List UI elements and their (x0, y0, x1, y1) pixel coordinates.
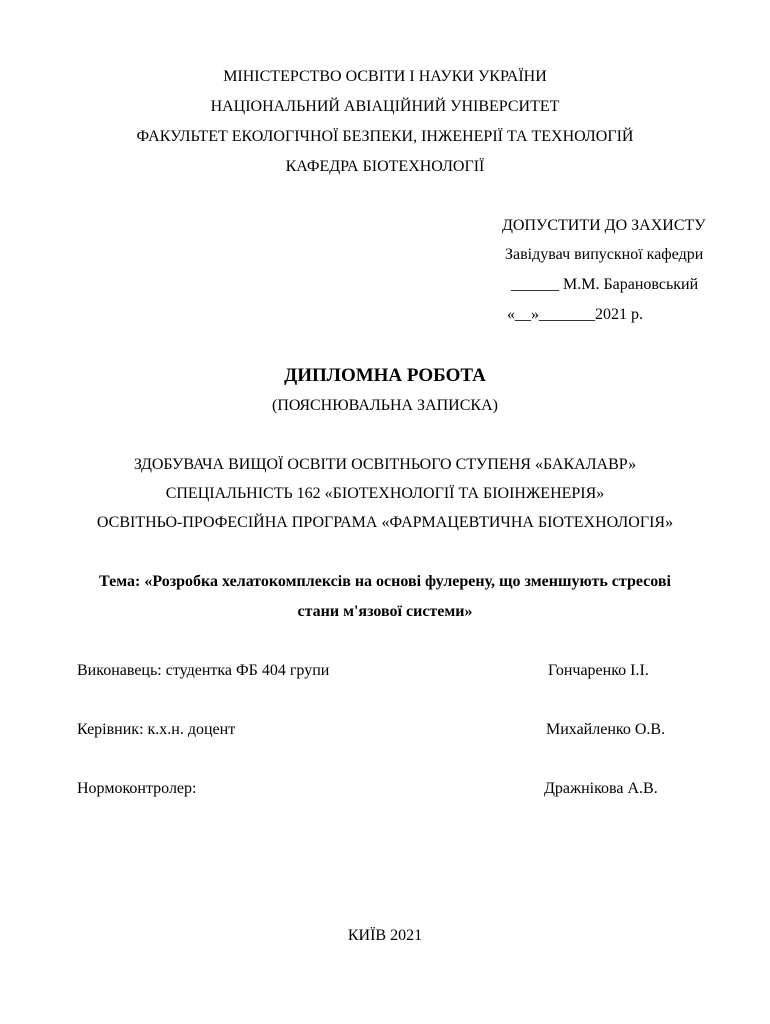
city-year: КИЇВ 2021 (347, 927, 423, 944)
degree-line-1: ЗДОБУВАЧА ВИЩОЇ ОСВІТИ ОСВІТНЬОГО СТУПЕНЯ «БАКАЛАВР» (133, 456, 637, 473)
faculty-line: ФАКУЛЬТЕТ ЕКОЛОГІЧНОЇ БЕЗПЕКИ, ІНЖЕНЕРІЇ ТА ТЕХНОЛОГІЙ (136, 128, 634, 145)
performer-role: Виконавець: студентка ФБ 404 групи (77, 662, 330, 679)
topic-line-2: стани м'язової системи» (297, 603, 473, 620)
university-line: НАЦІОНАЛЬНИЙ АВІАЦІЙНИЙ УНІВЕРСИТЕТ (210, 98, 560, 115)
supervisor-name: Михайленко О.В. (546, 721, 666, 738)
ministry-line: МІНІСТЕРСТВО ОСВІТИ І НАУКИ УКРАЇНИ (223, 68, 547, 85)
approval-heading: ДОПУСТИТИ ДО ЗАХИСТУ (502, 217, 706, 234)
document-title: ДИПЛОМНА РОБОТА (284, 365, 486, 386)
degree-line-3: ОСВІТНЬО-ПРОФЕСІЙНА ПРОГРАМА «ФАРМАЦЕВТИЧНА БІОТЕХНОЛОГІЯ» (96, 514, 674, 531)
approval-role: Завідувач випускної кафедри (505, 246, 704, 263)
degree-line-2: СПЕЦІАЛЬНІСТЬ 162 «БІОТЕХНОЛОГІЇ ТА БІОІНЖЕНЕРІЯ» (165, 485, 605, 502)
performer-name: Гончаренко І.І. (548, 662, 649, 679)
norm-controller-name: Дражнікова А.В. (544, 780, 658, 797)
document-subtitle: (ПОЯСНЮВАЛЬНА ЗАПИСКА) (272, 397, 498, 414)
supervisor-role: Керівник: к.х.н. доцент (77, 721, 236, 738)
department-line: КАФЕДРА БІОТЕХНОЛОГІЇ (285, 158, 485, 175)
approval-signature: ______ М.М. Барановський (511, 276, 699, 293)
topic-line-1: Тема: «Розробка хелатокомплексів на основі фулерену, що зменшують стресові (99, 573, 671, 590)
approval-date: «__»_______2021 р. (507, 306, 643, 323)
norm-controller-role: Нормоконтролер: (77, 780, 197, 797)
